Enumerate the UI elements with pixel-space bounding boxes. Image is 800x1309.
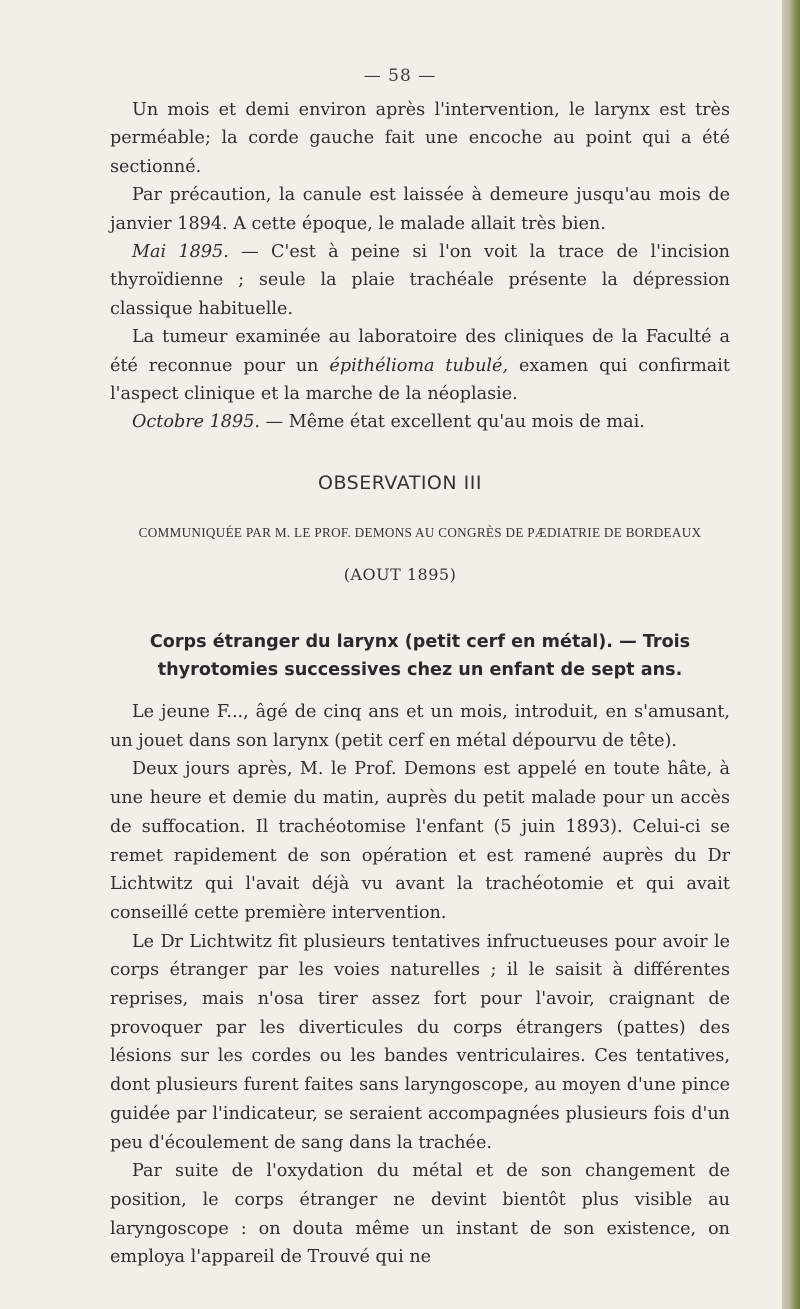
page-number: — 58 — xyxy=(363,66,437,86)
tumor-text-after: examen qui confirmait l'aspect clinique et la marche de la néoplasie. xyxy=(110,355,730,405)
may-text: — C'est à peine si l'on voit la trace de l'incision thyroïdienne ; seule la plaie trachéale présente la dépression classique habituelle. xyxy=(110,242,731,319)
paragraph: Deux jours après, M. le Prof. Demons est appelé en toute hâte, à une heure et demie du matin, auprès du petit malade pour un accès de suffocation. Il trachéotomise l'enfant (5 juin 1893). Celui-ci se remet rapidement de son opération et est ramené auprès du Dr Lichtwitz qui l'avait déjà vu avant la trachéotomie et qui avait conseillé cette première intervention. xyxy=(110,759,730,923)
top-section xyxy=(110,96,730,437)
tumor-text-before: La tumeur examinée au laboratoire des cliniques de la Faculté a été reconnue pour un xyxy=(110,327,730,376)
date-line: (AOUT 1895) xyxy=(343,565,457,584)
case-title: Corps étranger du larynx (petit cerf en métal). — Trois thyrotomies successives chez un enfant de sept ans. xyxy=(149,632,691,680)
paragraph: Le jeune F..., âgé de cinq ans et un mois, introduit, en s'amusant, un jouet dans son larynx (petit cerf en métal dépourvu de tête). xyxy=(110,702,730,751)
communicated-line: COMMUNIQUÉE PAR M. LE PROF. DEMONS AU CONGRÈS DE PÆDIATRIE DE BORDEAUX xyxy=(138,525,702,540)
paragraph: Par précaution, la canule est laissée à demeure jusqu'au mois de janvier 1894. A cette époque, le malade allait très bien. xyxy=(110,185,730,234)
paragraph: Le Dr Lichtwitz fit plusieurs tentatives infructueuses pour avoir le corps étranger par les voies naturelles ; il le saisit à différentes reprises, mais n'osa tirer assez fort pour l'avoir, craignant de provoquer par les diverticules du corps étrangers (pattes) des lésions sur les cordes ou les bandes ventriculaires. Ces tentatives, dont plusieurs furent faites sans laryngoscope, au moyen d'une pince guidée par l'indicateur, se seraient accompagnées plusieurs fois d'un peu d'écoulement de sang dans la trachée. xyxy=(110,931,730,1153)
date-may: Mai 1895. xyxy=(132,242,229,263)
date-october: Octobre 1895. xyxy=(132,412,260,433)
paragraph-tumor xyxy=(110,323,730,408)
case-body xyxy=(110,698,730,1272)
paragraph-may xyxy=(110,238,730,323)
paragraph: Un mois et demi environ après l'intervention, le larynx est très perméable; la corde gauche fait une encoche au point qui a été sectionné. xyxy=(110,100,730,177)
page-edge xyxy=(782,0,800,1309)
observation-heading: OBSERVATION III xyxy=(318,472,482,494)
paragraph-october xyxy=(110,408,730,436)
october-text: — Même état excellent qu'au mois de mai. xyxy=(259,412,645,433)
paragraph: Par suite de l'oxydation du métal et de son changement de position, le corps étranger ne devint bientôt plus visible au laryngoscope : on douta même un instant de son existence, on employa l'appareil de Trouvé qui ne xyxy=(110,1161,730,1268)
tumor-term: épithélioma tubulé, xyxy=(329,355,509,376)
